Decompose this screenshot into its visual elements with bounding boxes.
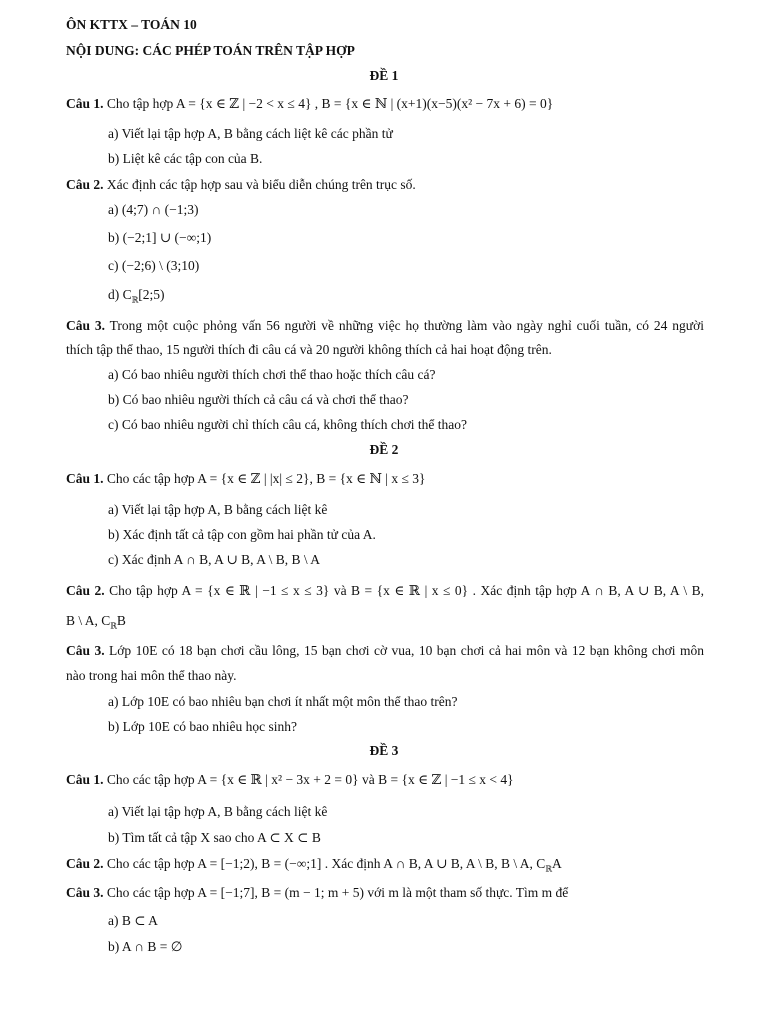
question-text: Cho các tập hợp A = [−1;7], B = (m − 1; m + 5) với m là một tham số thực. Tìm m để xyxy=(106,885,569,900)
de1-c1-a: a) Viết lại tập hợp A, B bằng cách liệt kê các phần tử xyxy=(108,126,393,141)
de1-c3-line1 xyxy=(66,318,704,334)
de3-heading: ĐỀ 3 xyxy=(369,743,399,758)
de3-c3-a: a) B ⊂ A xyxy=(108,913,158,928)
question-label: Câu 1. xyxy=(66,471,104,486)
de1-c3-a: a) Có bao nhiêu người thích chơi thể thao hoặc thích câu cá? xyxy=(108,367,436,382)
de2-c3-line1 xyxy=(66,643,704,659)
question-text: Cho các tập hợp A = {x ∈ ℝ | x² − 3x + 2 = 0} và B = {x ∈ ℤ | −1 ≤ x < 4} xyxy=(106,772,514,787)
de1-c2-c: c) (−2;6) \ (3;10) xyxy=(108,258,200,273)
de3-c1-b: b) Tìm tất cả tập X sao cho A ⊂ X ⊂ B xyxy=(108,830,321,845)
de2-c3-b: b) Lớp 10E có bao nhiêu học sinh? xyxy=(108,719,297,734)
de2-heading: ĐỀ 2 xyxy=(369,442,399,457)
question-text: Cho tập hợp A = {x ∈ ℤ | −2 < x ≤ 4} , B = {x ∈ ℕ | (x+1)(x−5)(x² − 7x + 6) = 0} xyxy=(106,96,554,111)
de2-c1-c: c) Xác định A ∩ B, A ∪ B, A \ B, B \ A xyxy=(108,552,320,567)
de2-c3-a: a) Lớp 10E có bao nhiêu bạn chơi ít nhất một môn thể thao trên? xyxy=(108,694,458,709)
question-text: Cho các tập hợp A = {x ∈ ℤ | |x| ≤ 2}, B = {x ∈ ℕ | x ≤ 3} xyxy=(106,471,426,486)
question-label: Câu 3. xyxy=(66,885,104,900)
de1-c1-b: b) Liệt kê các tập con của B. xyxy=(108,151,263,166)
question-label: Câu 2. xyxy=(66,177,104,192)
question-label: Câu 3. xyxy=(66,643,105,658)
de3-c1-a: a) Viết lại tập hợp A, B bằng cách liệt kê xyxy=(108,804,328,819)
de2-c3-line2: nào trong hai môn thể thao này. xyxy=(66,668,237,683)
de1-c3-line2: thích tập thể thao, 15 người thích đi câu cá và 20 người không thích cả hai hoạt động trên. xyxy=(66,342,552,357)
de3-c2: Câu 2. Cho các tập hợp A = [−1;2), B = (−∞;1] . Xác định A ∩ B, A ∪ B, A \ B, B \ A, $C_ℝA$ xyxy=(66,856,562,874)
de2-c2-line2: B \ A, $C_ℝB$ xyxy=(66,613,126,631)
de2-c1 xyxy=(66,471,425,487)
de3-c3 xyxy=(66,885,568,901)
de1-c1 xyxy=(66,96,553,112)
doc-title: ÔN KTTX – TOÁN 10 xyxy=(66,17,197,32)
de1-c3-b: b) Có bao nhiêu người thích cả câu cá và chơi thể thao? xyxy=(108,392,409,407)
de1-c2-a: a) (4;7) ∩ (−1;3) xyxy=(108,202,199,217)
question-label: Câu 1. xyxy=(66,96,104,111)
de3-c3-b: b) A ∩ B = ∅ xyxy=(108,939,183,954)
question-label: Câu 2. xyxy=(66,583,105,598)
de2-c2-line1 xyxy=(66,583,704,599)
de3-c1 xyxy=(66,772,514,788)
de2-c1-a: a) Viết lại tập hợp A, B bằng cách liệt kê xyxy=(108,502,328,517)
question-text: Trong một cuộc phỏng vấn 56 người về những việc họ thường làm vào ngày nghỉ cuối tuần, có 24 người xyxy=(109,318,704,333)
de1-c2-d: d) $C_ℝ[2;5)$ xyxy=(108,287,165,305)
de2-c1-b: b) Xác định tất cả tập con gồm hai phần tử của A. xyxy=(108,527,376,542)
de1-c3-c: c) Có bao nhiêu người chỉ thích câu cá, không thích chơi thể thao? xyxy=(108,417,467,432)
de1-heading: ĐỀ 1 xyxy=(369,68,399,83)
doc-topic: NỘI DUNG: CÁC PHÉP TOÁN TRÊN TẬP HỢP xyxy=(66,43,355,58)
question-label: Câu 3. xyxy=(66,318,106,333)
question-text: Cho tập hợp A = {x ∈ ℝ | −1 ≤ x ≤ 3} và B = {x ∈ ℝ | x ≤ 0} . Xác định tập hợp A ∩ B, A ∪ B, A \ B, xyxy=(109,583,704,598)
question-text: Xác định các tập hợp sau và biểu diễn chúng trên trục số. xyxy=(106,177,416,192)
question-text: Lớp 10E có 18 bạn chơi cầu lông, 15 bạn chơi cờ vua, 10 bạn chơi cả hai môn và 12 bạn không chơi môn xyxy=(109,643,705,658)
question-label: Câu 2. xyxy=(66,856,104,871)
de1-c2 xyxy=(66,177,416,193)
question-label: Câu 1. xyxy=(66,772,104,787)
de1-c2-b: b) (−2;1] ∪ (−∞;1) xyxy=(108,230,212,245)
question-text: Cho các tập hợp A = [−1;2), B = (−∞;1] . Xác định A ∩ B, A ∪ B, A \ B, B \ A, C xyxy=(106,856,546,871)
